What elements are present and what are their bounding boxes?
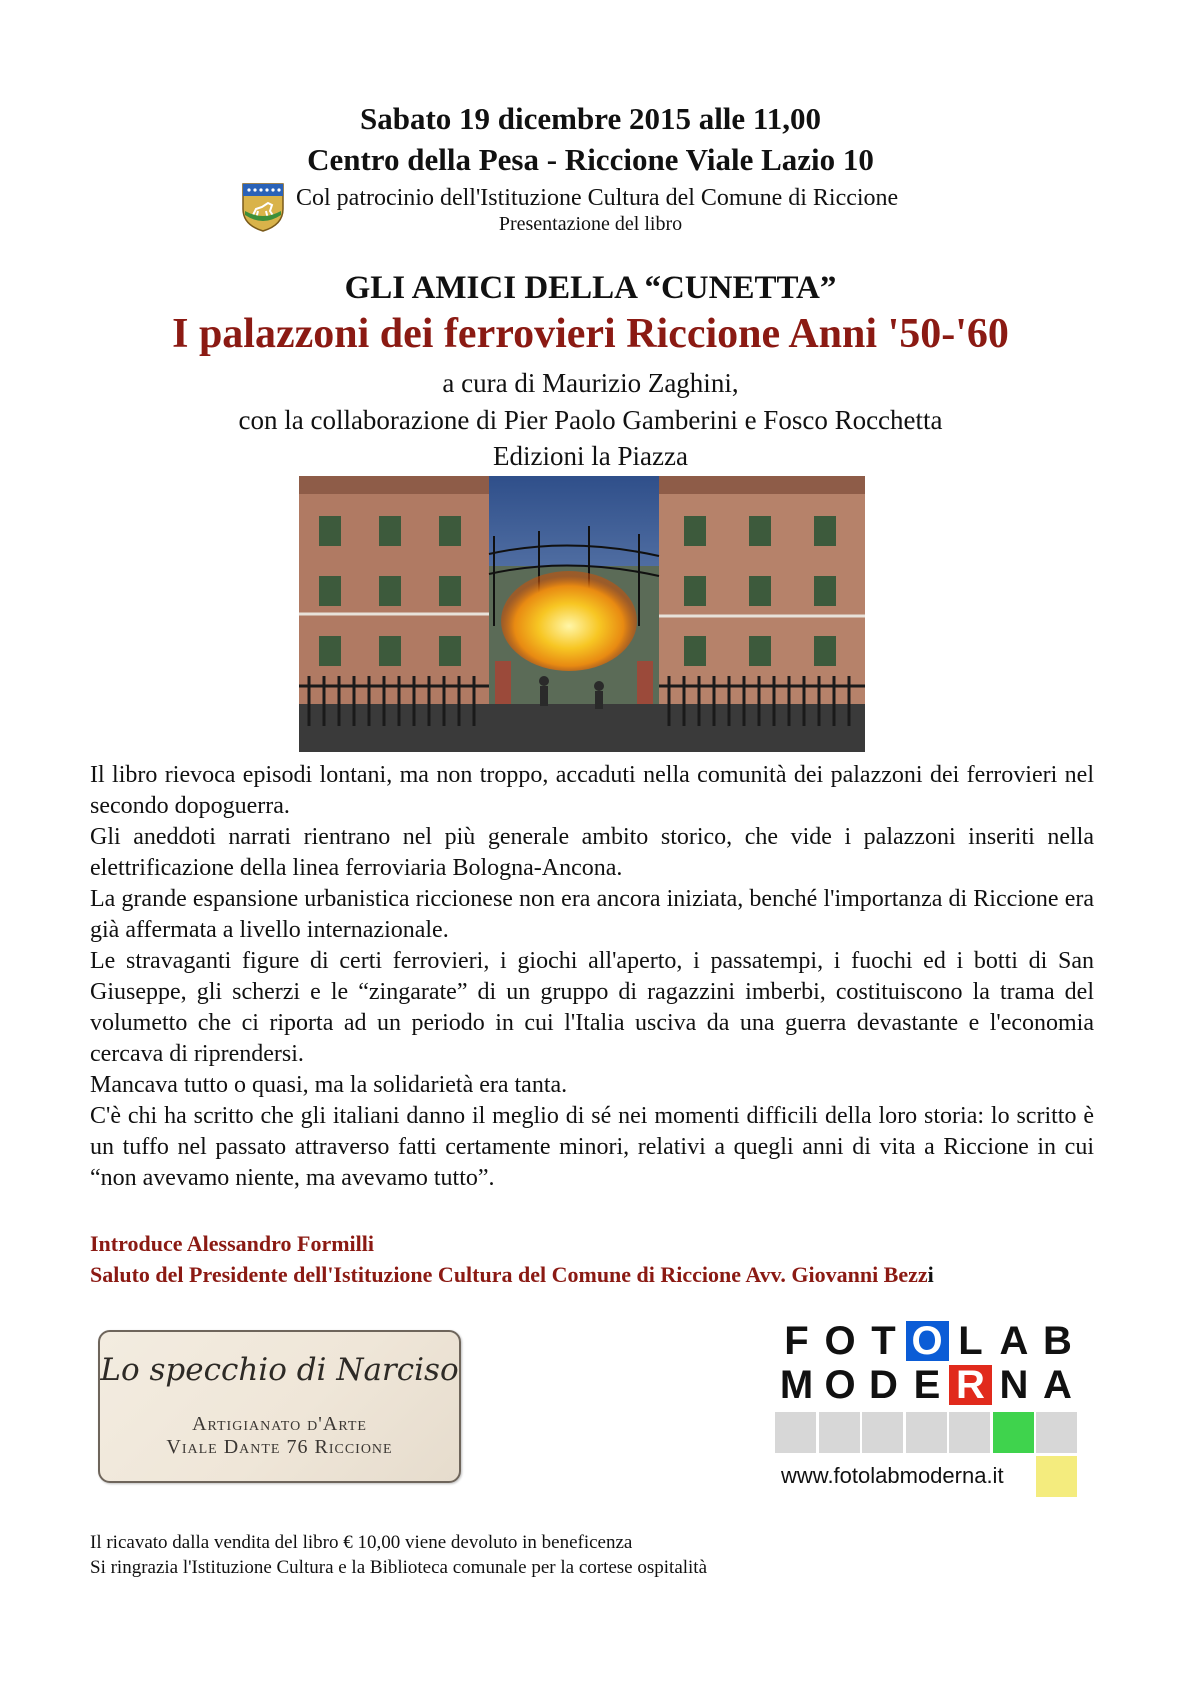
fotolab-row-1-letter: O (906, 1321, 949, 1361)
description-paragraph: Gli aneddoti narrati rientrano nel più generale ambito storico, che vide i palazzoni inseriti nella elettrificazione della linea ferroviaria Bologna-Ancona. (90, 824, 1094, 881)
fotolab-url: www.fotolabmoderna.it (781, 1463, 1004, 1488)
greeting-tail: i (927, 1262, 934, 1287)
sponsor-specchio-card (98, 1330, 461, 1483)
fotolab-row-1-letter: B (1043, 1319, 1072, 1363)
greeting-text: Saluto del Presidente dell'Istituzione Cultura del Comune di Riccione Avv. Giovanni Bezz (90, 1262, 928, 1287)
specchio-logo-name: Lo specchio di Narciso (100, 1352, 459, 1388)
fotolab-row-1-letter: T (871, 1319, 896, 1363)
fotolab-grid-cell (1036, 1456, 1077, 1497)
event-venue: Centro della Pesa - Riccione Viale Lazio 10 (307, 142, 874, 177)
fotolab-row-1-letter: L (958, 1319, 983, 1363)
fotolab-grid-cell (906, 1412, 947, 1453)
cover-painting (299, 476, 865, 752)
book-collaborators: con la collaborazione di Pier Paolo Gamberini e Fosco Rocchetta (238, 405, 943, 435)
fotolab-grid-cell (1036, 1412, 1077, 1453)
greeting-line (90, 1261, 934, 1289)
fotolab-grid-cell (993, 1412, 1034, 1453)
description-paragraph: La grande espansione urbanistica riccionese non era ancora iniziata, benché l'importanza di Riccione era già affermata a livello internazionale. (90, 886, 1094, 943)
description-paragraph: C'è chi ha scritto che gli italiani danno il meglio di sé nei momenti difficili della loro storia: lo scritto è un tuffo nel passato attraverso fatti certamente minori, relativi a quegli anni di vita a Riccione in cui “non avevamo niente, ma avevamo tutto”. (90, 1103, 1094, 1191)
book-title: GLI AMICI DELLA “CUNETTA” (344, 270, 837, 306)
description-paragraph: Le stravaganti figure di certi ferrovieri, i giochi all'aperto, i passatempi, i fuochi ed i botti di San Giuseppe, gli scherzi e le “zingarate” di un gruppo di ragazzini imberbi, costituiscono la trama del volumetto che ci riporta ad un periodo in cui l'Italia usciva da una guerra devastante e l'economia cercava di riprendersi. (90, 948, 1094, 1067)
fotolab-row-2-letter: A (1043, 1363, 1072, 1407)
fotolab-grid-cell (819, 1412, 860, 1453)
fotolab-row-2-letter: M (779, 1363, 814, 1407)
event-date: Sabato 19 dicembre 2015 alle 11,00 (360, 101, 821, 136)
fotolab-row-2-letter: O (824, 1363, 856, 1407)
fotolab-row-1-letter: O (824, 1319, 856, 1363)
book-publisher: Edizioni la Piazza (493, 441, 688, 471)
fotolab-row-2-letter: D (869, 1363, 898, 1407)
presentation-label: Presentazione del libro (498, 213, 683, 235)
fotolab-row-2-letter: E (913, 1363, 941, 1407)
description-paragraph: Il libro rievoca episodi lontani, ma non troppo, accaduti nella comunità dei palazzoni dei ferrovieri nel secondo dopoguerra. (90, 762, 1094, 819)
specchio-address: Viale Dante 76 Riccione (166, 1436, 393, 1458)
thanks-note: Si ringrazia l'Istituzione Cultura e la Biblioteca comunale per la cortese ospitalità (90, 1557, 708, 1578)
fotolab-grid-cell (775, 1412, 816, 1453)
patronage-text: Col patrocinio dell'Istituzione Cultura del Comune di Riccione (296, 185, 899, 211)
sponsor-fotolab-logo (775, 1321, 1080, 1501)
fotolab-row-1-letter: F (784, 1319, 809, 1363)
fotolab-row-1 (775, 1321, 1080, 1361)
charity-note: Il ricavato dalla vendita del libro € 10,00 viene devoluto in beneficenza (90, 1532, 633, 1553)
fotolab-grid-cell (949, 1412, 990, 1453)
book-editor: a cura di Maurizio Zaghini, (442, 368, 739, 398)
specchio-tagline: Artigianato d'Arte (192, 1413, 367, 1435)
fotolab-row-2-letter: N (999, 1363, 1029, 1407)
fotolab-grid-cell (862, 1412, 903, 1453)
fotolab-row-1-letter: A (999, 1319, 1029, 1363)
description-paragraph: Mancava tutto o quasi, ma la solidarietà era tanta. (90, 1072, 568, 1098)
introducer-line: Introduce Alessandro Formilli (90, 1231, 374, 1256)
fotolab-row-2 (775, 1365, 1080, 1405)
book-description (90, 760, 1094, 1194)
fotolab-row-2-letter: R (949, 1365, 992, 1405)
book-subtitle: I palazzoni dei ferrovieri Riccione Anni '50-'60 (172, 311, 1009, 357)
